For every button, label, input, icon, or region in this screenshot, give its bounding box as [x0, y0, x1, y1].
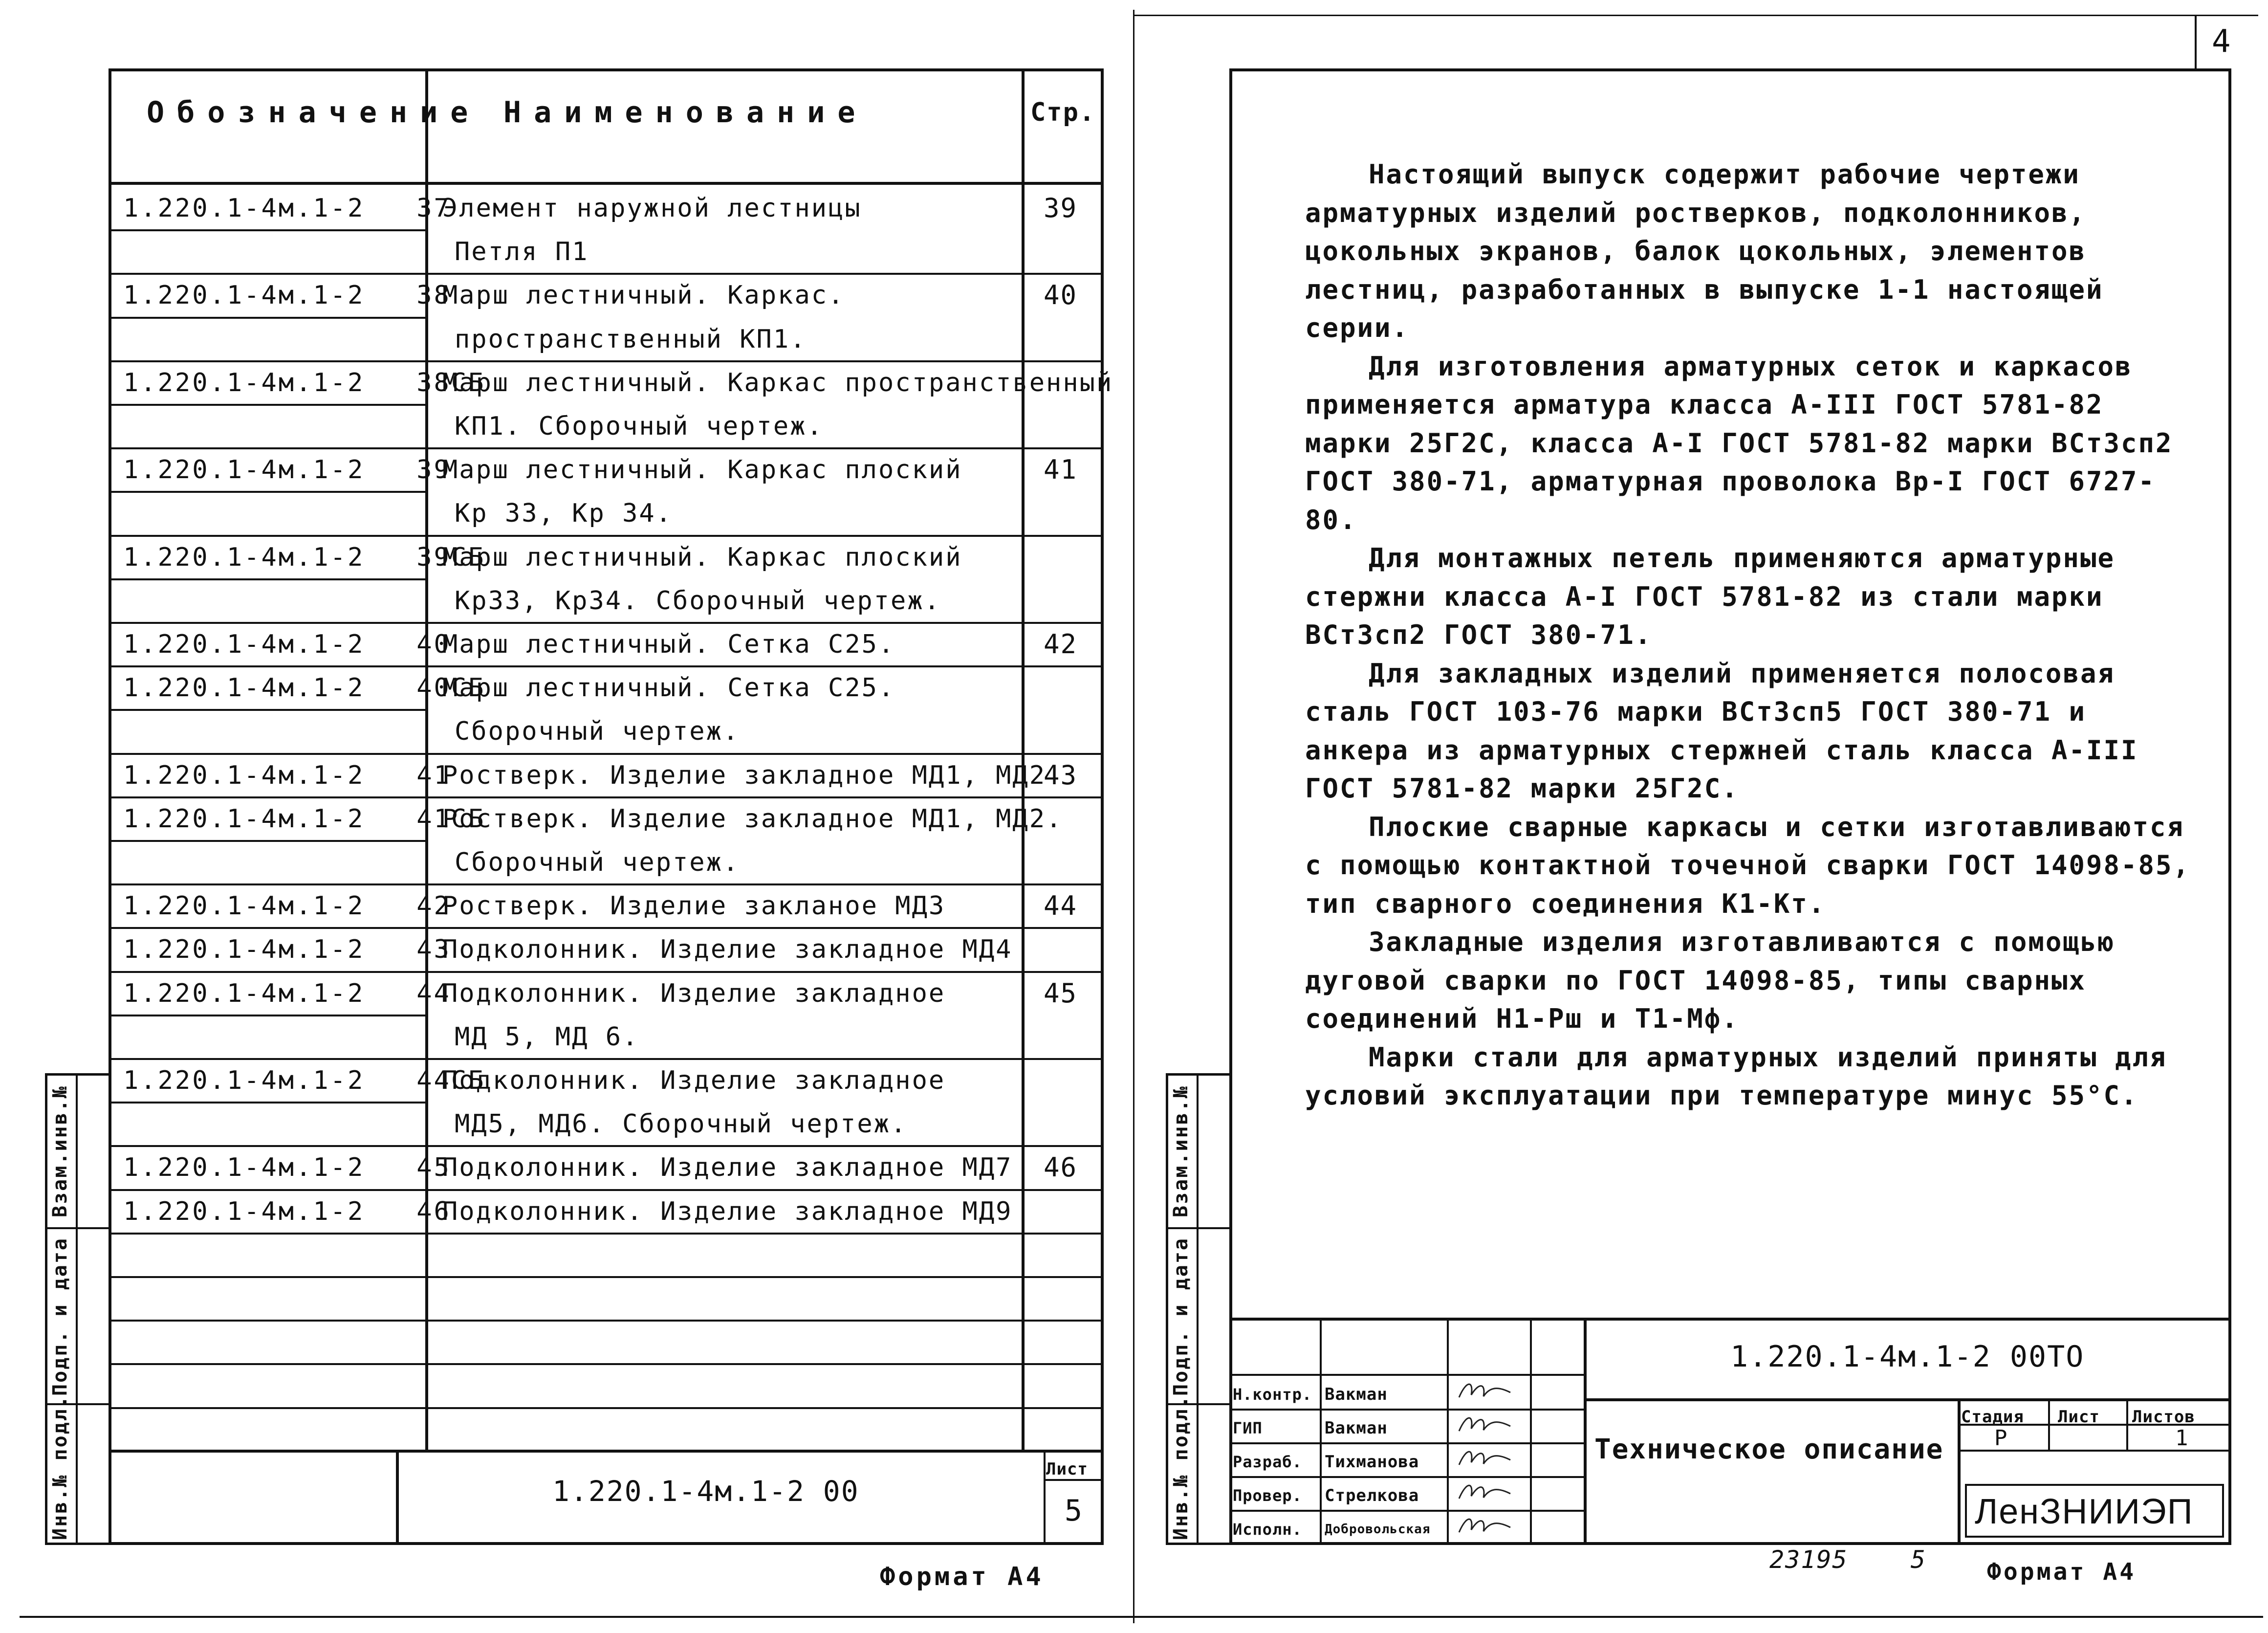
document-title: Техническое описание [1594, 1434, 1944, 1465]
row-designation: 1.220.1-4м.1-2 38 [123, 281, 451, 310]
handwritten-signature [1457, 1378, 1515, 1405]
organization-name: ЛенЗНИИЭП [1975, 1492, 2194, 1531]
row-name: Ростверк. Изделие закладное МД1, МД2. [442, 804, 1063, 834]
row-designation: 1.220.1-4м.1-2 39 [123, 455, 451, 485]
row-designation: 1.220.1-4м.1-2 45 [123, 1153, 451, 1183]
row-designation: 1.220.1-4м.1-2 40СБ [123, 673, 486, 703]
paragraph: Закладные изделия изготавливаются с помощью дуговой сварки по ГОСТ 14098-85, типы сварных соединений Н1-Рш и Т1-Мф. [1305, 927, 2115, 1034]
row-page: 43 [1044, 759, 1078, 791]
sheet-label: Лист [1046, 1459, 1088, 1479]
row-page: 39 [1044, 193, 1078, 223]
handwritten-signature [1457, 1479, 1515, 1506]
role-label: Провер. [1233, 1486, 1302, 1505]
row-designation: 1.220.1-4м.1-2 40 [123, 630, 451, 659]
row-name: Подколонник. Изделие закладное [442, 978, 946, 1008]
person-name: Вакман [1325, 1418, 1388, 1438]
paragraph: Марки стали для арматурных изделий приняты для условий эксплуатации при температуре минус 55°С. [1305, 1041, 2167, 1111]
stage-label: Стадия [1961, 1407, 2024, 1427]
row-name: Марш лестничный. Сетка С25. [442, 673, 895, 703]
role-label: Н.контр. [1233, 1385, 1312, 1404]
sheet-divider [1133, 10, 1134, 1623]
row-designation: 1.220.1-4м.1-2 38СБ [123, 368, 486, 397]
row-designation: 1.220.1-4м.1-2 37 [123, 194, 451, 223]
row-name: КП1. Сборочный чертеж. [455, 412, 824, 441]
paragraph: Для изготовления арматурных сеток и каркасов применяется арматура класса А-III ГОСТ 5781-82 марки 25Г2С, класса А-I ГОСТ 5781-82 марки ВСт3сп2 ГОСТ 380-71, арматурная проволока Вр-I ГОСТ 6727-80. [1305, 351, 2173, 535]
row-name: Ростверк. Изделие закланое МД3 [442, 891, 946, 921]
paragraph: Настоящий выпуск содержит рабочие чертежи арматурных изделий ростверков, подколонников, цокольных экранов, балок цокольных, элементов лестниц, разработанных в выпуске 1-1 настоящей серии. [1305, 159, 2104, 343]
row-designation: 1.220.1-4м.1-2 43 [123, 935, 451, 965]
handwritten-signature [1457, 1513, 1515, 1540]
row-page: 44 [1044, 890, 1078, 922]
role-label: Разраб. [1233, 1453, 1302, 1471]
paragraph: Для закладных изделий применяется полосовая сталь ГОСТ 103-76 марки ВСт3сп5 ГОСТ 380-71 и анкера из арматурных стержней сталь класса А-III ГОСТ 5781-82 марки 25Г2С. [1305, 658, 2138, 804]
handwritten-signature [1457, 1445, 1515, 1472]
sheets-value: 1 [2175, 1426, 2189, 1451]
sheet-label-right: Лист [2058, 1407, 2100, 1427]
column-header-page: Стр. [1030, 98, 1096, 127]
stage-value: Р [1994, 1426, 2008, 1451]
row-designation: 1.220.1-4м.1-2 42 [123, 891, 451, 921]
person-name: Тихманова [1325, 1452, 1419, 1472]
row-name: Марш лестничный. Сетка С25. [442, 630, 895, 659]
person-name: Стрелкова [1325, 1486, 1419, 1505]
row-designation: 1.220.1-4м.1-2 41СБ [123, 804, 486, 834]
right-format-label: Формат А4 [1987, 1558, 2137, 1586]
row-page: 45 [1044, 977, 1078, 1009]
row-name: МД 5, МД 6. [455, 1022, 639, 1052]
right-stamp-code: 1.220.1-4м.1-2 00ТО [1730, 1340, 2085, 1374]
row-name: Кр 33, Кр 34. [455, 499, 673, 529]
column-header-name: Наименование [503, 95, 868, 130]
sheets-label: Листов [2132, 1407, 2195, 1427]
side-label-inv-orig: Инв.№ подл. [1170, 1394, 1192, 1540]
paragraph: Плоские сварные каркасы и сетки изготавливаются с помощью контактной точечной сварки ГОСТ 14098-85, тип сварного соединения К1-Кт. [1305, 811, 2191, 919]
row-name: Сборочный чертеж. [455, 717, 740, 747]
row-name: Ростверк. Изделие закладное МД1, МД2 [442, 760, 1047, 790]
side-label-sign-date: Подп. и дата [49, 1237, 71, 1396]
side-label-sign-date: Подп. и дата [1170, 1237, 1192, 1396]
person-name: Вакман [1325, 1385, 1388, 1404]
row-name: Марш лестничный. Каркас пространственный [442, 368, 1113, 397]
left-stamp-code: 1.220.1-4м.1-2 00 [552, 1475, 859, 1508]
row-designation: 1.220.1-4м.1-2 44СБ [123, 1066, 486, 1095]
role-label: ГИП [1233, 1419, 1263, 1437]
row-name: Марш лестничный. Каркас. [442, 281, 845, 310]
row-name: Кр33, Кр34. Сборочный чертеж. [455, 586, 941, 616]
handwritten-signature [1457, 1412, 1515, 1438]
side-label-replace-inv: Взам.инв.№ [49, 1085, 71, 1217]
row-name: Подколонник. Изделие закладное [442, 1066, 946, 1095]
row-designation: 1.220.1-4м.1-2 44 [123, 978, 451, 1008]
row-name: МД5, МД6. Сборочный чертеж. [455, 1109, 908, 1139]
row-designation: 1.220.1-4м.1-2 39СБ [123, 542, 486, 572]
row-name: Марш лестничный. Каркас плоский [442, 455, 962, 485]
row-name: Подколонник. Изделие закладное МД7 [442, 1153, 1013, 1183]
row-page: 40 [1044, 280, 1078, 311]
row-designation: 1.220.1-4м.1-2 41 [123, 760, 451, 790]
row-name: Марш лестничный. Каркас плоский [442, 542, 962, 572]
row-page: 46 [1044, 1152, 1078, 1183]
row-name: Петля П1 [455, 237, 589, 267]
row-name: пространственный КП1. [455, 324, 807, 354]
corner-sheet-number: 4 [2212, 23, 2232, 60]
bottom-numbers: 23195 5 [1769, 1545, 1927, 1574]
side-label-inv-orig: Инв.№ подл. [49, 1394, 71, 1540]
row-name: Подколонник. Изделие закладное МД4 [442, 935, 1013, 965]
side-label-replace-inv: Взам.инв.№ [1170, 1085, 1192, 1217]
row-name: Сборочный чертеж. [455, 848, 740, 877]
row-designation: 1.220.1-4м.1-2 46 [123, 1196, 451, 1226]
technical-description-text [1305, 155, 2195, 1115]
row-name: Элемент наружной лестницы [442, 194, 862, 223]
left-format-label: Формат А4 [880, 1562, 1044, 1591]
column-header-designation: Обозначение [147, 95, 481, 130]
sheet-number: 5 [1065, 1494, 1084, 1528]
row-page: 42 [1044, 629, 1078, 660]
paragraph: Для монтажных петель применяются арматурные стержни класса А-I ГОСТ 5781-82 из стали марки ВСт3сп2 ГОСТ 380-71. [1305, 543, 2115, 650]
row-name: Подколонник. Изделие закладное МД9 [442, 1196, 1013, 1226]
person-name: Добровольская [1325, 1522, 1431, 1537]
row-page: 41 [1044, 454, 1078, 485]
role-label: Исполн. [1233, 1520, 1302, 1539]
